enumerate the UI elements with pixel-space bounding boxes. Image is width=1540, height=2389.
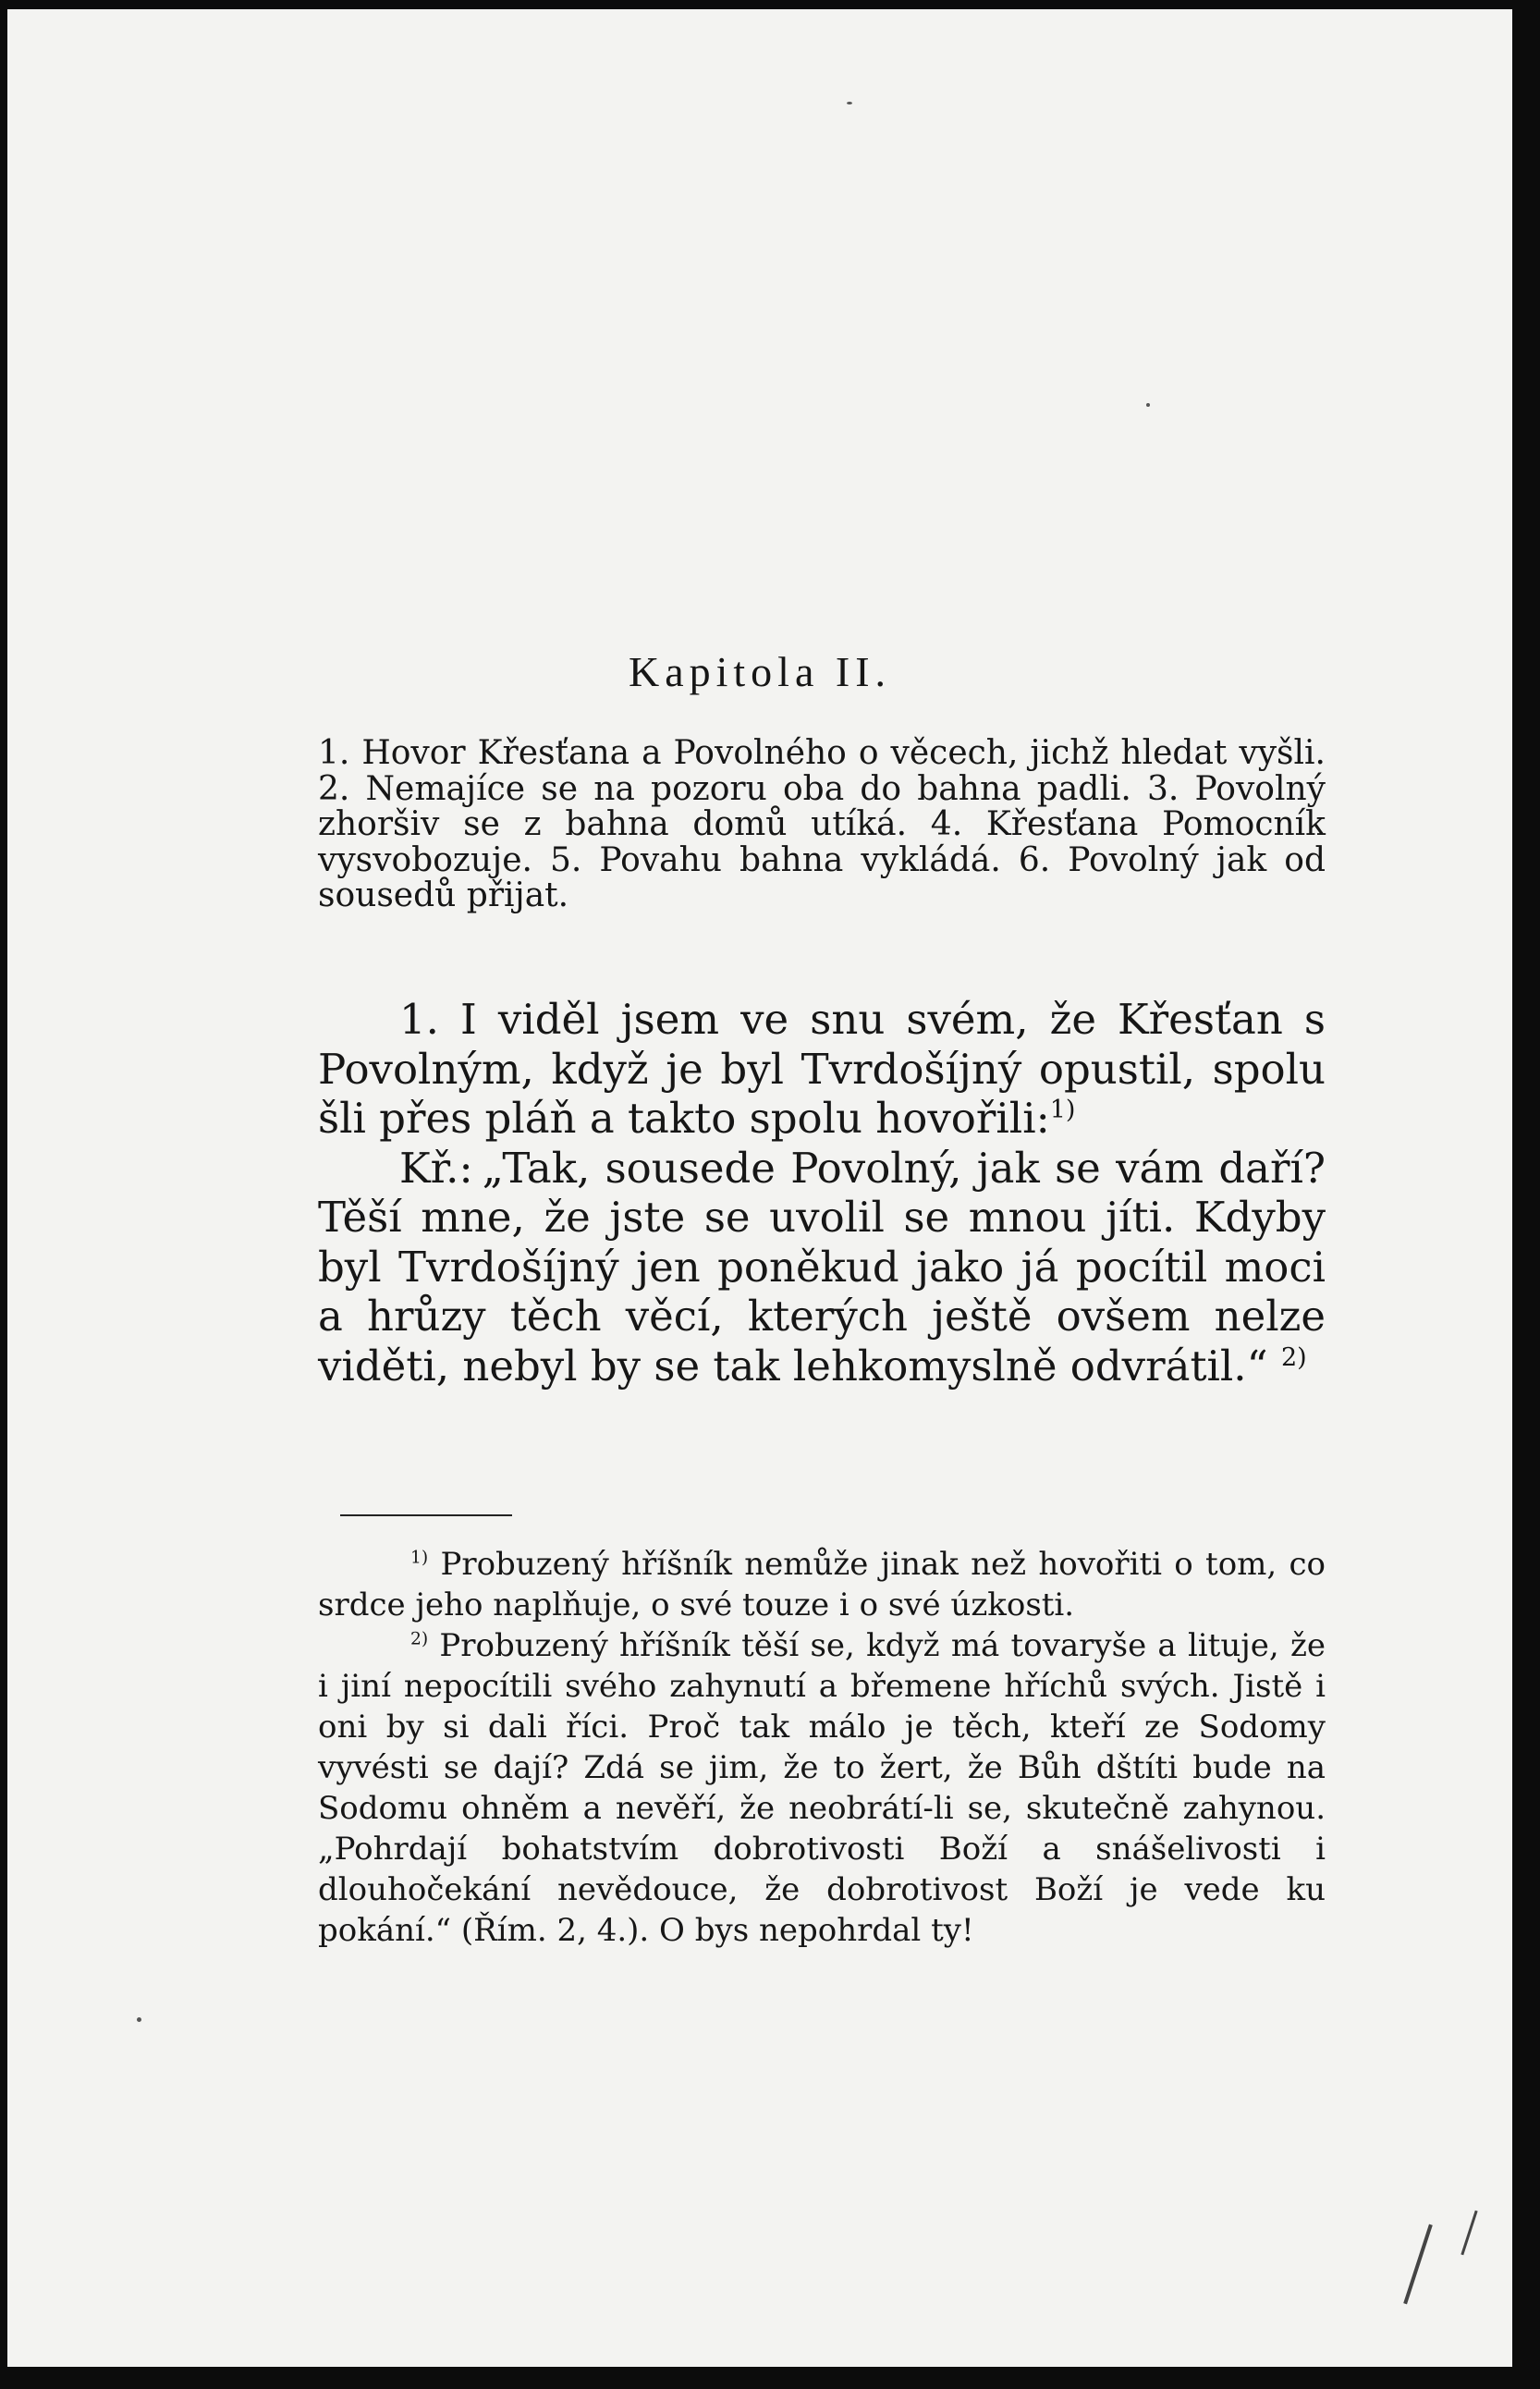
footnotes	[318, 1544, 1326, 1951]
speaker-label: Kř.:	[399, 1143, 473, 1193]
footnote-text: Probuzený hříšník těší se, když má tovaryše a lituje, že i jiní nepocítili svého zahynutí a břemene hříchů svých. Jistě i oni by si dali říci. Proč tak málo je těch, kteří ze Sodomy vyvésti se dají? Zdá se jim, že to žert, že Bůh dštíti bude na Sodomu ohněm a nevěří, že neobrátí-li se, skutečně zahynou. „Pohrdají bohatstvím dobrotivosti Boží a snášelivosti i dlouhočekání nevědouce, že dobrotivost Boží je vede ku pokání.“ (Řím. 2, 4.). O bys nepohrdal ty!	[318, 1627, 1326, 1949]
book-page	[7, 9, 1512, 2367]
chapter-title: Kapitola II.	[628, 648, 892, 695]
paper-speck	[137, 2017, 141, 2022]
main-text	[318, 995, 1326, 1391]
paragraph-text: 1. I viděl jsem ve snu svém, že Křesťan s Povolným, když je byl Tvrdošíjný opustil, spolu šli přes pláň a takto spolu hovořili:	[318, 995, 1326, 1143]
paper-scratch	[1461, 2211, 1477, 2255]
paragraph	[318, 1144, 1326, 1391]
footnote	[318, 1625, 1326, 1951]
paragraph	[318, 995, 1326, 1144]
paragraph-text: „Tak, sousede Povolný, jak se vám daří? Těší mne, že jste se uvolil se mnou jíti. Kdyby byl Tvrdošíjný jen poněkud jako já pocítil moci a hrůzy těch věcí, kterých ještě ovšem nelze viděti, nebyl by se tak lehkomyslně odvrátil.“	[318, 1143, 1326, 1391]
paper-speck	[1146, 403, 1150, 407]
footnote-divider	[340, 1514, 512, 1516]
footnote-reference: 1)	[1049, 1096, 1076, 1124]
paper-scratch	[1403, 2224, 1433, 2305]
chapter-summary: 1. Hovor Křesťana a Povolného o věcech, jichž hledat vyšli. 2. Nemajíce se na pozoru oba do bahna padli. 3. Povolný zhoršiv se z bahna domů utíká. 4. Křesťana Pomocník vysvobozuje. 5. Povahu bahna vykládá. 6. Povolný jak od sousedů přijat.	[318, 734, 1326, 914]
footnote-marker: 1)	[410, 1548, 429, 1568]
footnote-reference: 2)	[1280, 1342, 1307, 1372]
footnote-text: Probuzený hříšník nemůže jinak než hovořiti o tom, co srdce jeho naplňuje, o své touze i o své úzkosti.	[318, 1546, 1326, 1623]
footnote-marker: 2)	[410, 1629, 429, 1649]
paper-speck	[847, 102, 852, 104]
footnote	[318, 1544, 1326, 1625]
